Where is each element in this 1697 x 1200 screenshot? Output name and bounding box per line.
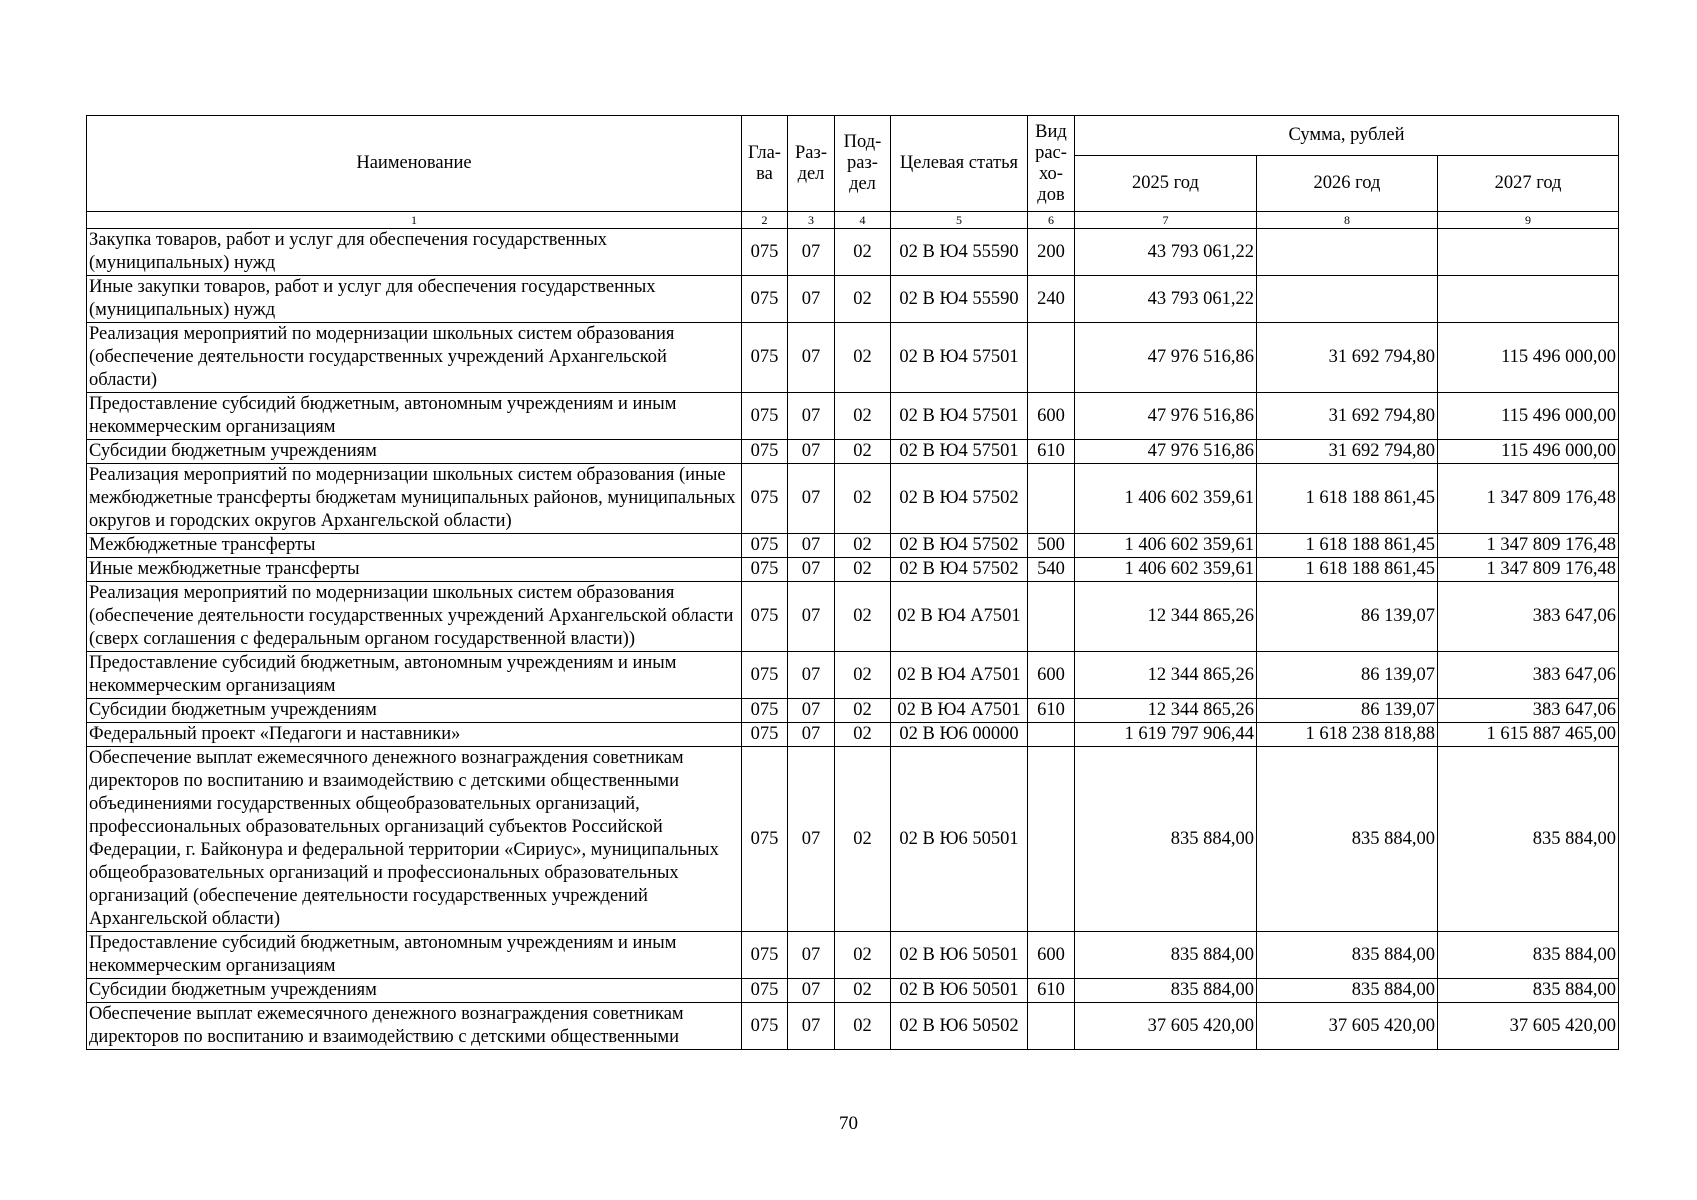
row-glava: 075 <box>742 747 788 932</box>
row-sum-2025: 12 344 865,26 <box>1075 652 1257 699</box>
row-name: Обеспечение выплат ежемесячного денежного вознаграждения советникам директоров по воспитанию и взаимодействию с детскими общественными объединениями государственных общеобразовательных организаций, профессиональных образовательных организаций субъектов Российской Федерации, г. Байконура и федеральной территории «Сириус», муниципальных общеобразовательных организаций и профессиональных образовательных организаций (обеспечение деятельности государственных учреждений Архангельской области) <box>87 747 742 932</box>
row-expense-type: 600 <box>1028 652 1075 699</box>
row-sum-2026: 31 692 794,80 <box>1257 393 1438 440</box>
row-expense-type <box>1028 323 1075 393</box>
row-razdel: 07 <box>788 723 835 747</box>
row-name: Обеспечение выплат ежемесячного денежного вознаграждения советникам директоров по воспитанию и взаимодействию с детскими общественными <box>87 1003 742 1050</box>
row-podrazdel: 02 <box>835 723 891 747</box>
row-sum-2026: 1 618 188 861,45 <box>1257 534 1438 558</box>
row-razdel: 07 <box>788 323 835 393</box>
header-expense-type: Вид рас-хо-дов <box>1028 116 1075 212</box>
table-row <box>87 464 1619 534</box>
row-sum-2025: 47 976 516,86 <box>1075 393 1257 440</box>
row-razdel: 07 <box>788 276 835 323</box>
row-podrazdel: 02 <box>835 558 891 582</box>
row-sum-2025: 12 344 865,26 <box>1075 582 1257 652</box>
row-sum-2027: 115 496 000,00 <box>1438 440 1619 464</box>
row-glava: 075 <box>742 652 788 699</box>
row-podrazdel: 02 <box>835 747 891 932</box>
table-row <box>87 699 1619 723</box>
row-podrazdel: 02 <box>835 323 891 393</box>
row-expense-type: 540 <box>1028 558 1075 582</box>
row-target-article: 02 В Ю6 50501 <box>891 979 1028 1003</box>
row-glava: 075 <box>742 229 788 276</box>
row-name: Реализация мероприятий по модернизации школьных систем образования (обеспечение деятельности государственных учреждений Архангельской области (сверх соглашения с федеральным органом государственной власти)) <box>87 582 742 652</box>
table-row <box>87 534 1619 558</box>
row-name: Предоставление субсидий бюджетным, автономным учреждениям и иным некоммерческим организациям <box>87 393 742 440</box>
row-sum-2025: 835 884,00 <box>1075 979 1257 1003</box>
row-expense-type: 610 <box>1028 699 1075 723</box>
row-podrazdel: 02 <box>835 979 891 1003</box>
row-expense-type: 600 <box>1028 393 1075 440</box>
row-expense-type <box>1028 1003 1075 1050</box>
table-row <box>87 582 1619 652</box>
row-sum-2025: 47 976 516,86 <box>1075 440 1257 464</box>
row-podrazdel: 02 <box>835 652 891 699</box>
row-sum-2026: 86 139,07 <box>1257 652 1438 699</box>
row-glava: 075 <box>742 323 788 393</box>
row-glava: 075 <box>742 464 788 534</box>
colnum-9: 9 <box>1438 212 1619 229</box>
header-year-2027: 2027 год <box>1438 156 1619 212</box>
header-target-article: Целевая статья <box>891 116 1028 212</box>
colnum-3: 3 <box>788 212 835 229</box>
row-sum-2026: 835 884,00 <box>1257 747 1438 932</box>
budget-table <box>86 115 1619 1050</box>
row-name: Закупка товаров, работ и услуг для обеспечения государственных (муниципальных) нужд <box>87 229 742 276</box>
row-sum-2026: 86 139,07 <box>1257 582 1438 652</box>
row-target-article: 02 В Ю4 57502 <box>891 534 1028 558</box>
row-razdel: 07 <box>788 979 835 1003</box>
row-name: Субсидии бюджетным учреждениям <box>87 979 742 1003</box>
row-name: Межбюджетные трансферты <box>87 534 742 558</box>
row-sum-2027: 115 496 000,00 <box>1438 393 1619 440</box>
colnum-6: 6 <box>1028 212 1075 229</box>
table-row <box>87 723 1619 747</box>
row-target-article: 02 В Ю6 50502 <box>891 1003 1028 1050</box>
row-glava: 075 <box>742 393 788 440</box>
row-name: Реализация мероприятий по модернизации школьных систем образования (иные межбюджетные трансферты бюджетам муниципальных районов, муниципальных округов и городских округов Архангельской области) <box>87 464 742 534</box>
colnum-4: 4 <box>835 212 891 229</box>
row-podrazdel: 02 <box>835 534 891 558</box>
row-sum-2026: 835 884,00 <box>1257 979 1438 1003</box>
row-sum-2026: 31 692 794,80 <box>1257 440 1438 464</box>
row-sum-2026 <box>1257 276 1438 323</box>
row-target-article: 02 В Ю4 57501 <box>891 323 1028 393</box>
row-target-article: 02 В Ю4 55590 <box>891 276 1028 323</box>
page-number: 70 <box>839 1113 858 1134</box>
row-target-article: 02 В Ю6 50501 <box>891 747 1028 932</box>
row-sum-2026: 835 884,00 <box>1257 932 1438 979</box>
row-podrazdel: 02 <box>835 932 891 979</box>
row-name: Реализация мероприятий по модернизации школьных систем образования (обеспечение деятельности государственных учреждений Архангельской области) <box>87 323 742 393</box>
row-sum-2027: 115 496 000,00 <box>1438 323 1619 393</box>
row-expense-type: 200 <box>1028 229 1075 276</box>
row-expense-type: 600 <box>1028 932 1075 979</box>
table-row <box>87 1003 1619 1050</box>
row-target-article: 02 В Ю6 50501 <box>891 932 1028 979</box>
row-podrazdel: 02 <box>835 229 891 276</box>
row-expense-type <box>1028 582 1075 652</box>
row-sum-2025: 43 793 061,22 <box>1075 276 1257 323</box>
row-sum-2027: 383 647,06 <box>1438 699 1619 723</box>
row-razdel: 07 <box>788 558 835 582</box>
header-podrazdel: Под-раз-дел <box>835 116 891 212</box>
row-podrazdel: 02 <box>835 440 891 464</box>
row-sum-2027 <box>1438 276 1619 323</box>
row-podrazdel: 02 <box>835 1003 891 1050</box>
table-row <box>87 932 1619 979</box>
row-target-article: 02 В Ю4 А7501 <box>891 699 1028 723</box>
header-razdel: Раз-дел <box>788 116 835 212</box>
row-sum-2027: 835 884,00 <box>1438 747 1619 932</box>
row-sum-2025: 1 619 797 906,44 <box>1075 723 1257 747</box>
row-target-article: 02 В Ю4 А7501 <box>891 582 1028 652</box>
row-podrazdel: 02 <box>835 393 891 440</box>
row-name: Иные межбюджетные трансферты <box>87 558 742 582</box>
row-name: Иные закупки товаров, работ и услуг для обеспечения государственных (муниципальных) нужд <box>87 276 742 323</box>
header-sum: Сумма, рублей <box>1075 116 1619 156</box>
row-name: Предоставление субсидий бюджетным, автономным учреждениям и иным некоммерческим организациям <box>87 932 742 979</box>
row-expense-type: 500 <box>1028 534 1075 558</box>
row-razdel: 07 <box>788 582 835 652</box>
row-razdel: 07 <box>788 440 835 464</box>
row-podrazdel: 02 <box>835 464 891 534</box>
row-sum-2027: 383 647,06 <box>1438 652 1619 699</box>
row-sum-2026: 1 618 188 861,45 <box>1257 464 1438 534</box>
row-expense-type <box>1028 723 1075 747</box>
row-sum-2025: 37 605 420,00 <box>1075 1003 1257 1050</box>
row-glava: 075 <box>742 558 788 582</box>
row-sum-2027: 1 615 887 465,00 <box>1438 723 1619 747</box>
row-target-article: 02 В Ю4 57501 <box>891 440 1028 464</box>
row-razdel: 07 <box>788 747 835 932</box>
row-sum-2027 <box>1438 229 1619 276</box>
row-glava: 075 <box>742 1003 788 1050</box>
header-name: Наименование <box>87 116 742 212</box>
row-target-article: 02 В Ю4 55590 <box>891 229 1028 276</box>
row-razdel: 07 <box>788 932 835 979</box>
table-row <box>87 229 1619 276</box>
row-sum-2025: 43 793 061,22 <box>1075 229 1257 276</box>
row-glava: 075 <box>742 534 788 558</box>
table-row <box>87 979 1619 1003</box>
colnum-1: 1 <box>87 212 742 229</box>
table-row <box>87 558 1619 582</box>
header-glava: Гла-ва <box>742 116 788 212</box>
colnum-7: 7 <box>1075 212 1257 229</box>
row-sum-2027: 383 647,06 <box>1438 582 1619 652</box>
row-sum-2027: 1 347 809 176,48 <box>1438 558 1619 582</box>
row-sum-2026: 31 692 794,80 <box>1257 323 1438 393</box>
row-podrazdel: 02 <box>835 276 891 323</box>
table-row <box>87 276 1619 323</box>
table-row <box>87 323 1619 393</box>
row-podrazdel: 02 <box>835 699 891 723</box>
header-year-2025: 2025 год <box>1075 156 1257 212</box>
row-sum-2027: 835 884,00 <box>1438 932 1619 979</box>
row-sum-2025: 835 884,00 <box>1075 747 1257 932</box>
row-expense-type <box>1028 464 1075 534</box>
column-numbers-row <box>87 212 1619 229</box>
row-sum-2025: 835 884,00 <box>1075 932 1257 979</box>
row-glava: 075 <box>742 440 788 464</box>
row-target-article: 02 В Ю4 57501 <box>891 393 1028 440</box>
row-sum-2026: 1 618 238 818,88 <box>1257 723 1438 747</box>
row-sum-2027: 835 884,00 <box>1438 979 1619 1003</box>
row-sum-2025: 47 976 516,86 <box>1075 323 1257 393</box>
row-razdel: 07 <box>788 229 835 276</box>
row-glava: 075 <box>742 582 788 652</box>
row-glava: 075 <box>742 699 788 723</box>
table-row <box>87 652 1619 699</box>
row-glava: 075 <box>742 932 788 979</box>
row-expense-type: 610 <box>1028 440 1075 464</box>
row-target-article: 02 В Ю4 А7501 <box>891 652 1028 699</box>
row-name: Федеральный проект «Педагоги и наставники» <box>87 723 742 747</box>
row-expense-type: 610 <box>1028 979 1075 1003</box>
row-expense-type <box>1028 747 1075 932</box>
row-target-article: 02 В Ю6 00000 <box>891 723 1028 747</box>
row-target-article: 02 В Ю4 57502 <box>891 464 1028 534</box>
row-glava: 075 <box>742 723 788 747</box>
table-row <box>87 440 1619 464</box>
row-sum-2025: 12 344 865,26 <box>1075 699 1257 723</box>
row-target-article: 02 В Ю4 57502 <box>891 558 1028 582</box>
row-podrazdel: 02 <box>835 582 891 652</box>
row-sum-2027: 37 605 420,00 <box>1438 1003 1619 1050</box>
table-row <box>87 393 1619 440</box>
row-expense-type: 240 <box>1028 276 1075 323</box>
row-razdel: 07 <box>788 464 835 534</box>
row-razdel: 07 <box>788 652 835 699</box>
colnum-5: 5 <box>891 212 1028 229</box>
colnum-8: 8 <box>1257 212 1438 229</box>
row-sum-2025: 1 406 602 359,61 <box>1075 534 1257 558</box>
colnum-2: 2 <box>742 212 788 229</box>
header-year-2026: 2026 год <box>1257 156 1438 212</box>
row-name: Предоставление субсидий бюджетным, автономным учреждениям и иным некоммерческим организациям <box>87 652 742 699</box>
row-glava: 075 <box>742 276 788 323</box>
row-name: Субсидии бюджетным учреждениям <box>87 440 742 464</box>
row-sum-2027: 1 347 809 176,48 <box>1438 534 1619 558</box>
row-razdel: 07 <box>788 1003 835 1050</box>
row-sum-2025: 1 406 602 359,61 <box>1075 464 1257 534</box>
row-razdel: 07 <box>788 534 835 558</box>
table-row <box>87 747 1619 932</box>
row-name: Субсидии бюджетным учреждениям <box>87 699 742 723</box>
row-razdel: 07 <box>788 699 835 723</box>
row-sum-2026 <box>1257 229 1438 276</box>
row-sum-2026: 86 139,07 <box>1257 699 1438 723</box>
row-sum-2026: 37 605 420,00 <box>1257 1003 1438 1050</box>
row-glava: 075 <box>742 979 788 1003</box>
row-sum-2026: 1 618 188 861,45 <box>1257 558 1438 582</box>
row-sum-2027: 1 347 809 176,48 <box>1438 464 1619 534</box>
row-razdel: 07 <box>788 393 835 440</box>
row-sum-2025: 1 406 602 359,61 <box>1075 558 1257 582</box>
